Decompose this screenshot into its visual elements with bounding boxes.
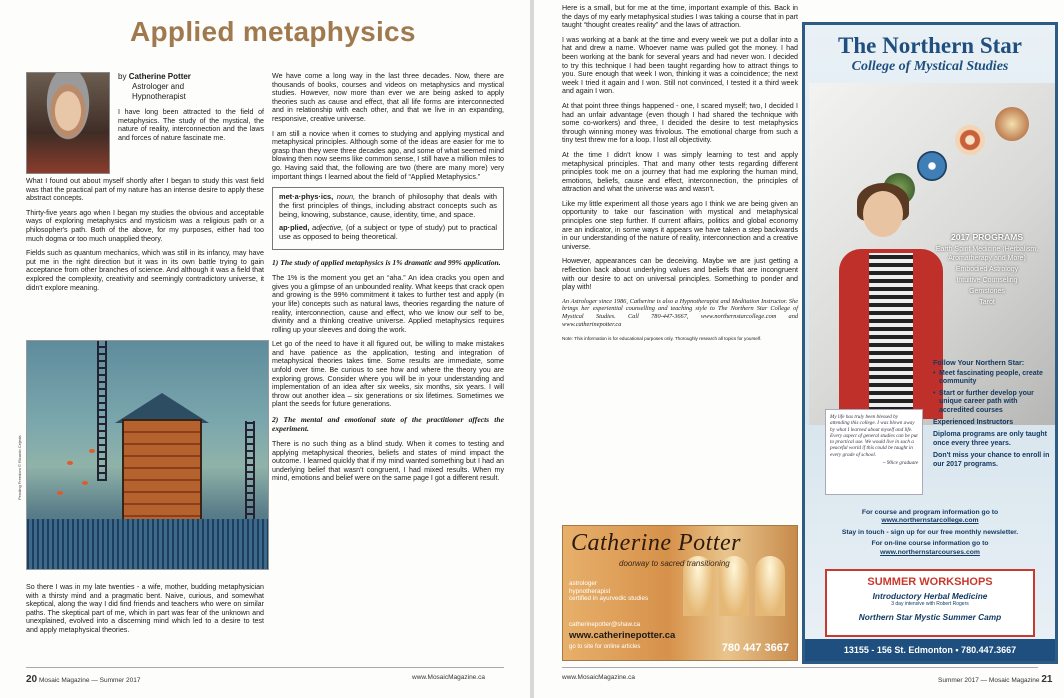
follow-item: • Start or further develop your unique career path with accredited courses <box>933 390 1053 416</box>
page-number: 21 <box>1041 674 1053 685</box>
program-item: Tarot <box>979 299 995 306</box>
programs-heading: 2017 PROGRAMS <box>950 232 1024 242</box>
paragraph: Fields such as quantum mechanics, which was still in its infancy, may have put me in the right direction but it was in its own battle trying to gain acceptance from other branches of science. And although it was a field that explored the complexity, creativity and seemingly contradictory universe, it didn't explore meaning. <box>26 249 264 292</box>
ad-go-text: go to site for online articles <box>569 644 641 650</box>
column-2 <box>272 72 504 489</box>
painting-credit: Pending Freedom © Ricardo Cejeda <box>17 435 22 500</box>
ad-role: astrologer <box>569 580 598 587</box>
byline <box>118 72 191 102</box>
author-photo <box>26 72 110 174</box>
column-3 <box>562 4 798 344</box>
feature-text: Experienced Instructors <box>933 418 1014 426</box>
ad-role: hypnotherapist <box>569 587 611 595</box>
orb-icon <box>917 151 947 181</box>
painting-leaf <box>67 461 73 465</box>
author-name: Catherine Potter <box>128 72 191 81</box>
subhead-1: 1) The study of applied metaphysics is 1% dramatic and 99% application. <box>272 258 501 268</box>
ad-address-bar: 13155 - 156 St. Edmonton • 780.447.3667 <box>805 639 1055 661</box>
definition-metaphysics: met·a·phys·ics, noun, the branch of philosophy that deals with the first principles of things, including abstract concepts such as being, knowing, substance, cause, identity, time, and space. <box>279 192 497 220</box>
article-title: Applied metaphysics <box>130 16 416 47</box>
painting-leaf <box>82 481 88 485</box>
summer-workshops-box <box>825 569 1035 637</box>
paragraph: I have long been attracted to the field of metaphysics. The study of the mystical, the nature of reality, interconnection and the laws and forces of nature fascinate me. <box>118 108 264 142</box>
newsletter-text: Stay in touch - sign up for our free monthly newsletter. <box>841 528 1019 536</box>
catherine-potter-ad[interactable] <box>562 525 798 661</box>
arch-graphic <box>755 556 785 616</box>
ad-title: The Northern Star <box>838 33 1022 58</box>
paragraph: The 1% is the moment you get an “aha.” An idea cracks you open and gives you a glimpse of an unbounded reality. What keeps that crack open and growing is the 99% commitment it takes to further test and apply (in your life) concepts such as natural laws, theories regarding the nature of reality, interconnection, cause and effect, who we know our self to be, divinity and a thinking creative universe. Applied metaphysics requires rolling up your sleeves and doing the work. <box>272 274 504 334</box>
ad-role: certified in ayurvedic studies <box>569 595 649 602</box>
footer-left <box>26 674 140 685</box>
info-text: For on-line course information go to <box>871 540 989 548</box>
column-1 <box>26 177 264 298</box>
testimonial-author: ~ 90ice graduate <box>882 460 918 467</box>
program-item: Embodied Astrology <box>955 266 1019 273</box>
subhead-2: 2) The mental and emotional state of the practitioner affects the experiment. <box>272 415 504 434</box>
program-item: Earth Spirit Medicine (Herbalism, Aromatherapy and More) <box>935 246 1039 262</box>
paragraph: Like my little experiment all those years ago I think we are being given an opportunity to take our fascination with mystical and metaphysical principles one step further. If current affairs, politics and global economy are an indicator, in some ways it appears we have taken a step backwards in our understanding of the nature of reality, interconnection and a creative universe. <box>562 199 798 251</box>
paragraph: I was working at a bank at the time and every week we put a dollar into a hat and drew a name. Whoever name was pulled got the money. I had been working at the bank for several years and had never won. I decided to try this technique I had been taught regarding how to attract things to you. Sure enough that week I won, thinking it was a coincidence; the next week I tried it again and I won. Still not convinced, I tested it a third week and again I won. <box>562 35 798 96</box>
right-page <box>534 0 1064 698</box>
courses-link[interactable]: www.northernstarcourses.com <box>880 548 980 556</box>
painting-grass <box>27 519 268 569</box>
footer-magazine: Summer 2017 — Mosaic Magazine <box>938 677 1040 684</box>
footer-url[interactable]: www.MosaicMagazine.ca <box>412 674 485 681</box>
paragraph: Here is a small, but for me at the time, important example of this. Back in the days of my early metaphysical studies I was taking a course that in part taught “thought creates reality” and the laws of attraction. <box>562 4 798 30</box>
summer-item: Introductory Herbal Medicine <box>872 591 988 601</box>
northern-star-ad[interactable] <box>802 22 1058 664</box>
column-1-bottom <box>26 583 264 641</box>
info-text: For course and program information go to <box>861 509 999 516</box>
paragraph: Thirty-five years ago when I began my studies the obvious and acceptable ways of exploring metaphysics and mysticism was a religious path or a philosopher's path. Both of the above, for my purposes, either had too much dogma or too much unapplied theory. <box>26 208 264 243</box>
paragraph: Let go of the need to have it all figured out, be willing to make mistakes and have patience as the application, testing and integration of metaphysical theories takes time. Some results are immediate, some unfold over time. Be curious to see how and where the theory you are exploring grows. Consider where you will be in your understanding and implementation of an idea after six weeks, six months, six years. I will throw out another idea – six generations or six lifetimes. Sometimes we plant the seeds for future generations. <box>272 340 504 409</box>
paragraph: There is no such thing as a blind study. When it comes to testing and applying metaphysical theories, beliefs and states of mind impact the outcome. I learned quickly that if my mind wanted something but I had an underlying belief that wasn't congruent, I had mixed results. When my mind, emotions and belief were on the same page I got a different result. <box>272 440 504 483</box>
programs-list <box>925 233 1049 309</box>
feature-text: Diploma programs are only taught once every three years. <box>933 431 1047 447</box>
disclaimer-note: Note: This information is for educational purposes only. Thoroughly research all topics for yourself. <box>562 336 762 342</box>
paragraph: At the time I didn't know I was simply learning to test and apply metaphysical principles. That and many other tests regarding different principles took me on a journey that had me exploring the human mind, emotions, beliefs, cause and effect, interconnection, the principles of attraction and what the universe was and wasn't. <box>562 150 798 194</box>
footer-right <box>938 674 1052 685</box>
definition-applied: ap·plied, adjective, (of a subject or type of study) put to practical use as opposed to being theoretical. <box>279 223 498 242</box>
author-role-2: Hypnotherapist <box>132 92 186 101</box>
paragraph: So there I was in my late twenties - a wife, mother, budding metaphysician with a thirsty mind and a pragmatic bent. Naive, curious, and somewhat skeptical, along the way I did find friends and teachers who were on similar paths. The skeptical part of me, which in part was fear of the unknown and unexplained, evolved into a discerning mind which led to a desire to test and apply metaphysical theories. <box>26 583 264 634</box>
page-number: 20 <box>26 674 38 685</box>
follow-heading: Follow Your Northern Star: <box>933 358 1025 367</box>
testimonial-text: My life has truly been blessed by attending this college. I was blown away by what I learned about myself and life. Every aspect of general studies can be put to practical use. We would live in such a peaceful world if this could be taught in every grade of school. <box>830 414 918 458</box>
paragraph: However, appearances can be deceiving. Maybe we are just getting a reflection back about underlying values and beliefs that are incongruent with our desire to act on universal principles. Something to ponder and play with! <box>562 257 798 292</box>
painting-leaf <box>89 449 95 453</box>
paragraph: We have come a long way in the last three decades. Now, there are thousands of books, courses and videos on metaphysics and mystical studies. However, now more than ever we are being asked to apply theories such as cause and effect, that all life forms are interconnected and in relationship with each other, and that we live in an expanding, responsive, creative universe. <box>272 72 504 123</box>
feature-text: Don't miss your chance to enroll in our 2017 programs. <box>933 452 1050 468</box>
painting-ladder <box>97 341 107 481</box>
program-item: Intuitive Counseling <box>956 277 1018 284</box>
follow-item: • Meet fascinating people, create community <box>933 370 1053 387</box>
footer-magazine: Mosaic Magazine — Summer 2017 <box>38 677 141 684</box>
summer-heading: SUMMER WORKSHOPS <box>867 576 993 588</box>
left-page <box>0 0 530 698</box>
orb-icon <box>955 125 985 155</box>
paragraph: What I found out about myself shortly after I began to study this vast field was that the practical part of my nature has an intense desire to apply these abstract concepts. <box>26 177 264 203</box>
author-bio: An Astrologer since 1986, Catherine is also a Hypnotherapist and Meditation Instructor. She brings her experiential counselling and teaching style to The Northern Star College of Mystical Studies. Call 780-447-3667, www.northernstarcollege.com and www.catherinepotter.ca <box>562 297 798 328</box>
painting-house <box>122 419 202 529</box>
definition-box <box>272 187 504 250</box>
follow-list <box>933 359 1053 474</box>
summer-detail: 3 day intensive with Robert Rogers <box>891 601 969 607</box>
ad-tagline: doorway to sacred transitioning <box>619 559 730 568</box>
intro-text <box>118 108 264 148</box>
ad-name: Catherine Potter <box>571 530 741 556</box>
ad-roles <box>569 580 648 603</box>
testimonial-box <box>825 409 923 495</box>
orb-icon <box>995 107 1029 141</box>
program-item: Gemstones <box>969 288 1005 295</box>
footer-rule <box>26 667 504 668</box>
ad-website[interactable]: www.catherinepotter.ca <box>569 630 676 641</box>
ad-subtitle: College of Mystical Studies <box>851 59 1009 74</box>
paragraph: I am still a novice when it comes to studying and applying mystical and metaphysical principles. Although some of the ideas are easier for me to grasp than they were three decades ago, and some of what seemed mind blowing then now seems like common sense, I still have a million miles to go. Having said that, the following are two (there are many more) very important things I learned about the field of “Applied Metaphysics.” <box>272 129 504 181</box>
painting-image <box>26 340 269 570</box>
ad-phone: 780 447 3667 <box>721 642 789 654</box>
author-role-1: Astrologer and <box>132 82 185 91</box>
byline-by: by <box>118 72 127 81</box>
ad-email[interactable]: catherinepotter@shaw.ca <box>569 621 641 628</box>
painting-leaf <box>57 491 63 495</box>
college-link[interactable]: www.northernstarcollege.com <box>881 517 979 525</box>
paragraph: At that point three things happened - one, I scared myself; two, I decided I had an unfair advantage (even though I had shared the technique with some co-workers) and three, I decided the desire to test metaphysics through winning money was frivolous. The emotional charge from such a tiny test threw me for a loop. I lost all objectivity. <box>562 101 798 145</box>
footer-rule <box>562 667 1038 668</box>
info-section <box>805 509 1055 560</box>
footer-url[interactable]: www.MosaicMagazine.ca <box>562 674 635 681</box>
summer-item: Northern Star Mystic Summer Camp <box>858 612 1002 622</box>
